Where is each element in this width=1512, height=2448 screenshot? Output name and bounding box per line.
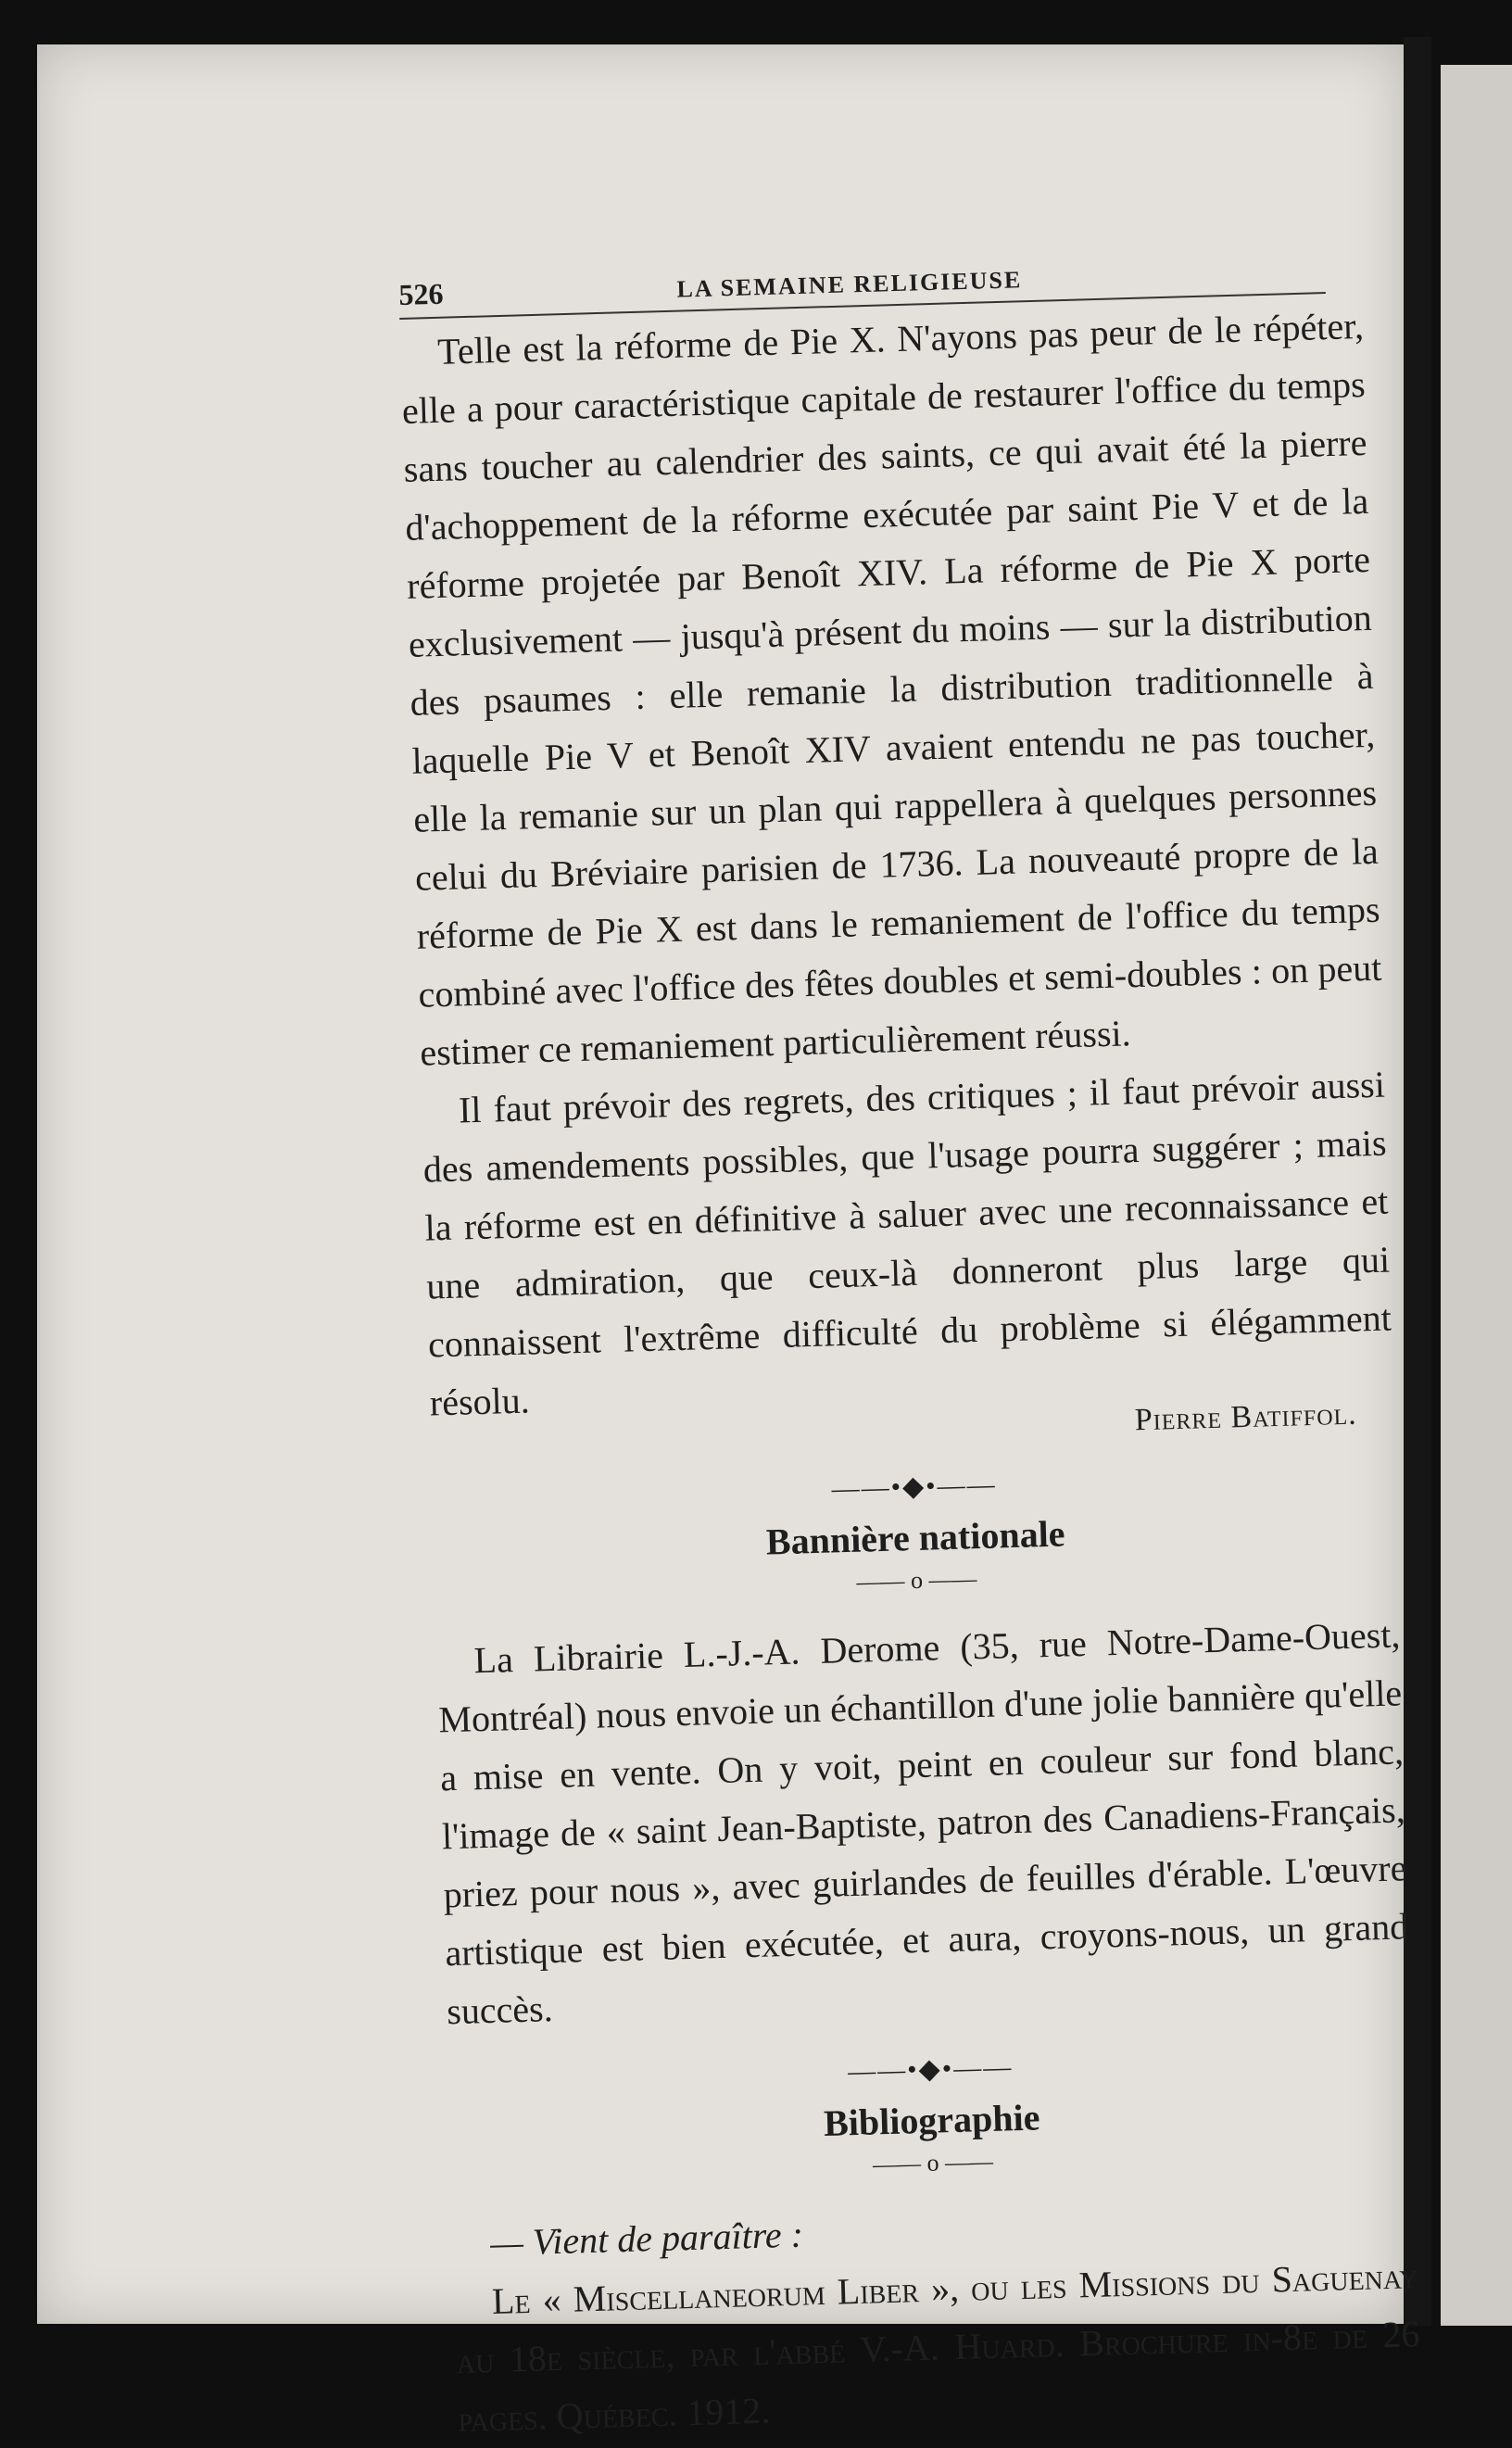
section-title-bibliographie: Bibliographie <box>823 2096 1041 2144</box>
bibliography-intro: — Vient de paraître : <box>489 2213 804 2265</box>
section-ornament: ——•◆•—— <box>847 2051 1014 2088</box>
section-small-ornament: —— o —— <box>872 2147 994 2178</box>
page-number: 526 <box>398 276 444 311</box>
article-paragraph-2: Il faut prévoir des regrets, des critiques ; il faut prévoir aussi des amendements possibles, que l'usage pourra suggérer ; mais la réforme est en définitive à saluer avec une reconnaissance et une admiration, que ceux-là donneront plus large qui connaissent l'extrême difficulté du problème si élégamment résolu. <box>422 1063 1392 1424</box>
page-content <box>398 251 1422 2448</box>
section-ornament: ——•◆•—— <box>831 1469 998 1505</box>
banniere-paragraph: La Librairie L.-J.-A. Derome (35, rue Notre-Dame-Ouest, Montréal) nous envoie un échantillon d'une jolie bannière qu'elle a mise en vente. On y voit, peint en couleur sur fond blanc, l'image de « saint Jean-Baptiste, patron des Canadiens-Français, priez pour nous », avec guirlandes de feuilles d'érable. L'œuvre artistique est bien exécutée, et aura, croyons-nous, un grand succès. <box>437 1613 1409 2033</box>
running-head: LA SEMAINE RELIGIEUSE <box>676 266 1023 303</box>
bibliography-entry: Le « Miscellaneorum Liber », ou les Missions du Saguenay au 18e siècle, par l'abbé V.-A. Huard. Brochure in-8e de 26 pages. Québec. 1912. <box>456 2254 1421 2441</box>
section-title-banniere: Bannière nationale <box>765 1512 1066 1563</box>
article-paragraph-1: Telle est la réforme de Pie X. N'ayons pas peur de le répéter, elle a pour caractéristique capitale de restaurer l'office du temps sans toucher au calendrier des saints, ce qui avait été la pierre d'achoppement de la réforme exécutée par saint Pie V et de la réforme projetée par Benoît XIV. La réforme de Pie X porte exclusivement — jusqu'à présent du moins — sur la distribution des psaumes : elle remanie la distribution traditionnelle à laquelle Pie V et Benoît XIV avaient entendu ne pas toucher, elle la remanie sur un plan qui rappellera à quelques personnes celui du Bréviaire parisien de 1736. La nouveauté propre de la réforme de Pie X est dans le remaniement de l'office du temps combiné avec l'office des fêtes doubles et semi-doubles : on peut estimer ce remaniement particulièrement réussi. <box>401 304 1382 1074</box>
adjacent-page-edge <box>1441 65 1512 2326</box>
section-small-ornament: —— o —— <box>856 1565 977 1596</box>
article-signature: Pierre Batiffol. <box>1134 1396 1358 1438</box>
